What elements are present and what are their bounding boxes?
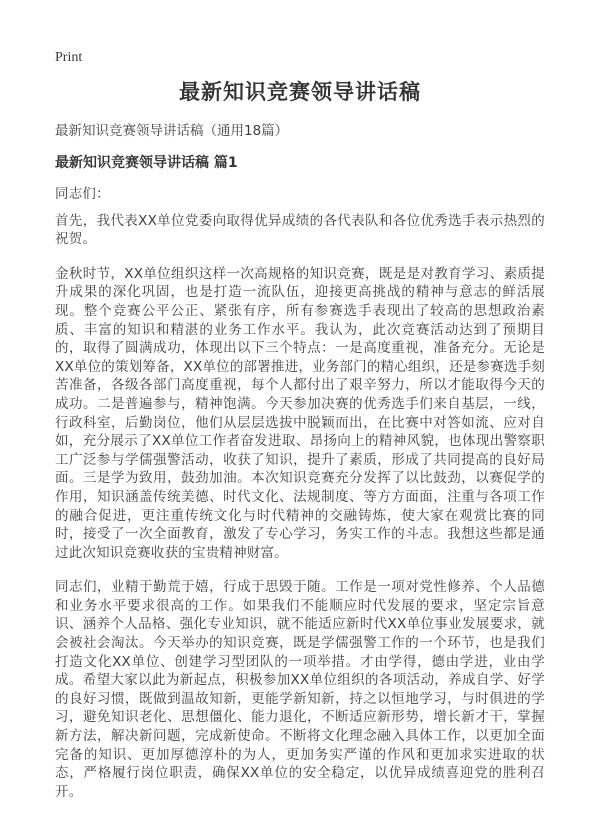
page-title: 最新知识竞赛领导讲话稿 xyxy=(179,80,421,104)
doc-subtitle: 最新知识竞赛领导讲话稿（通用18篇） xyxy=(55,123,289,139)
paragraph-contest-review: 金秋时节，XX单位组织这样一次高规格的知识竞赛，既是是对教育学习、素质提升成果的深化巩固，也是打造一流队伍，迎接更高挑战的精神与意志的鲜活展现。整个竞赛公平公正、紧张有序，所有参赛选手表现出了较高的思想政治素质、丰富的知识和精湛的业务工作水平。我认为，此次竞赛活动达到了预期目的，取得了圆满成功，体现出以下三个特点：一是高度重视，准备充分。无论是XX单位的策划筹备，XX单位的部署推进，业务部门的精心组织，还是参赛选手刻苦准备，各级各部门高度重视，每个人都付出了艰辛努力，所以才能取得今天的成功。二是普遍参与，精神饱满。今天参加决赛的优秀选手们来自基层，一线，行政科室，后勤岗位，他们从层层选拔中脱颖而出，在比赛中对答如流、应对自如，充分展示了XX单位工作者奋发进取、昂扬向上的精神风貌，也体现出警察职工广泛参与学儒强警活动，收获了知识，提升了素质，形成了共同提高的良好局面。三是学为致用，鼓劲加油。本次知识竞赛充分发挥了以比鼓劲，以赛促学的作用，知识涵盖传统美德、时代文化、法规制度、等方方面面，注重与各项工作的融合促进，更注重传统文化与时代精神的交融铸炼，使大家在观赏比赛的同时，接受了一次全面教育，激发了专心学习，务实工作的斗志。我想这些都是通过此次知识竞赛收获的宝贵精神财富。 xyxy=(55,265,545,561)
paragraph-greeting: 首先，我代表XX单位党委向取得优异成绩的各代表队和各位优秀选手表示热烈的祝贺。 xyxy=(55,212,545,248)
salutation: 同志们： xyxy=(55,186,110,202)
section-heading: 最新知识竞赛领导讲话稿 篇1 xyxy=(55,155,238,171)
print-link[interactable]: Print xyxy=(55,50,83,65)
paragraph-closing-exhortation: 同志们，业精于勤荒于嬉，行成于思毁于随。工作是一项对党性修养、个人品德和业务水平要求很高的工作。如果我们不能顺应时代发展的要求，坚定宗旨意识、涵养个人品格、强化专业知识，就不能适应新时代XX单位事业发展要求，就会被社会淘汰。今天举办的知识竞赛，既是学儒强警工作的一个环节，也是我们打造文化XX单位、创建学习型团队的一项举措。才由学得，德由学进，业由学成。希望大家以此为新起点，积极参加XX单位组织的各项活动，养成自学、好学的良好习惯，既做到温故知新，更能学新知新，持之以恒地学习，与时俱进的学习，避免知识老化、思想僵化、能力退化，不断适应新形势，增长新才干，掌握新方法，解决新问题，完成新使命。不断将文化理念融入具体工作，以更加全面完备的知识、更加厚德淳朴的为人，更加务实严谨的作风和更加求实进取的状态，严格履行岗位职责，确保XX单位的安全稳定，以优异成绩喜迎党的胜利召开。 xyxy=(55,579,545,800)
